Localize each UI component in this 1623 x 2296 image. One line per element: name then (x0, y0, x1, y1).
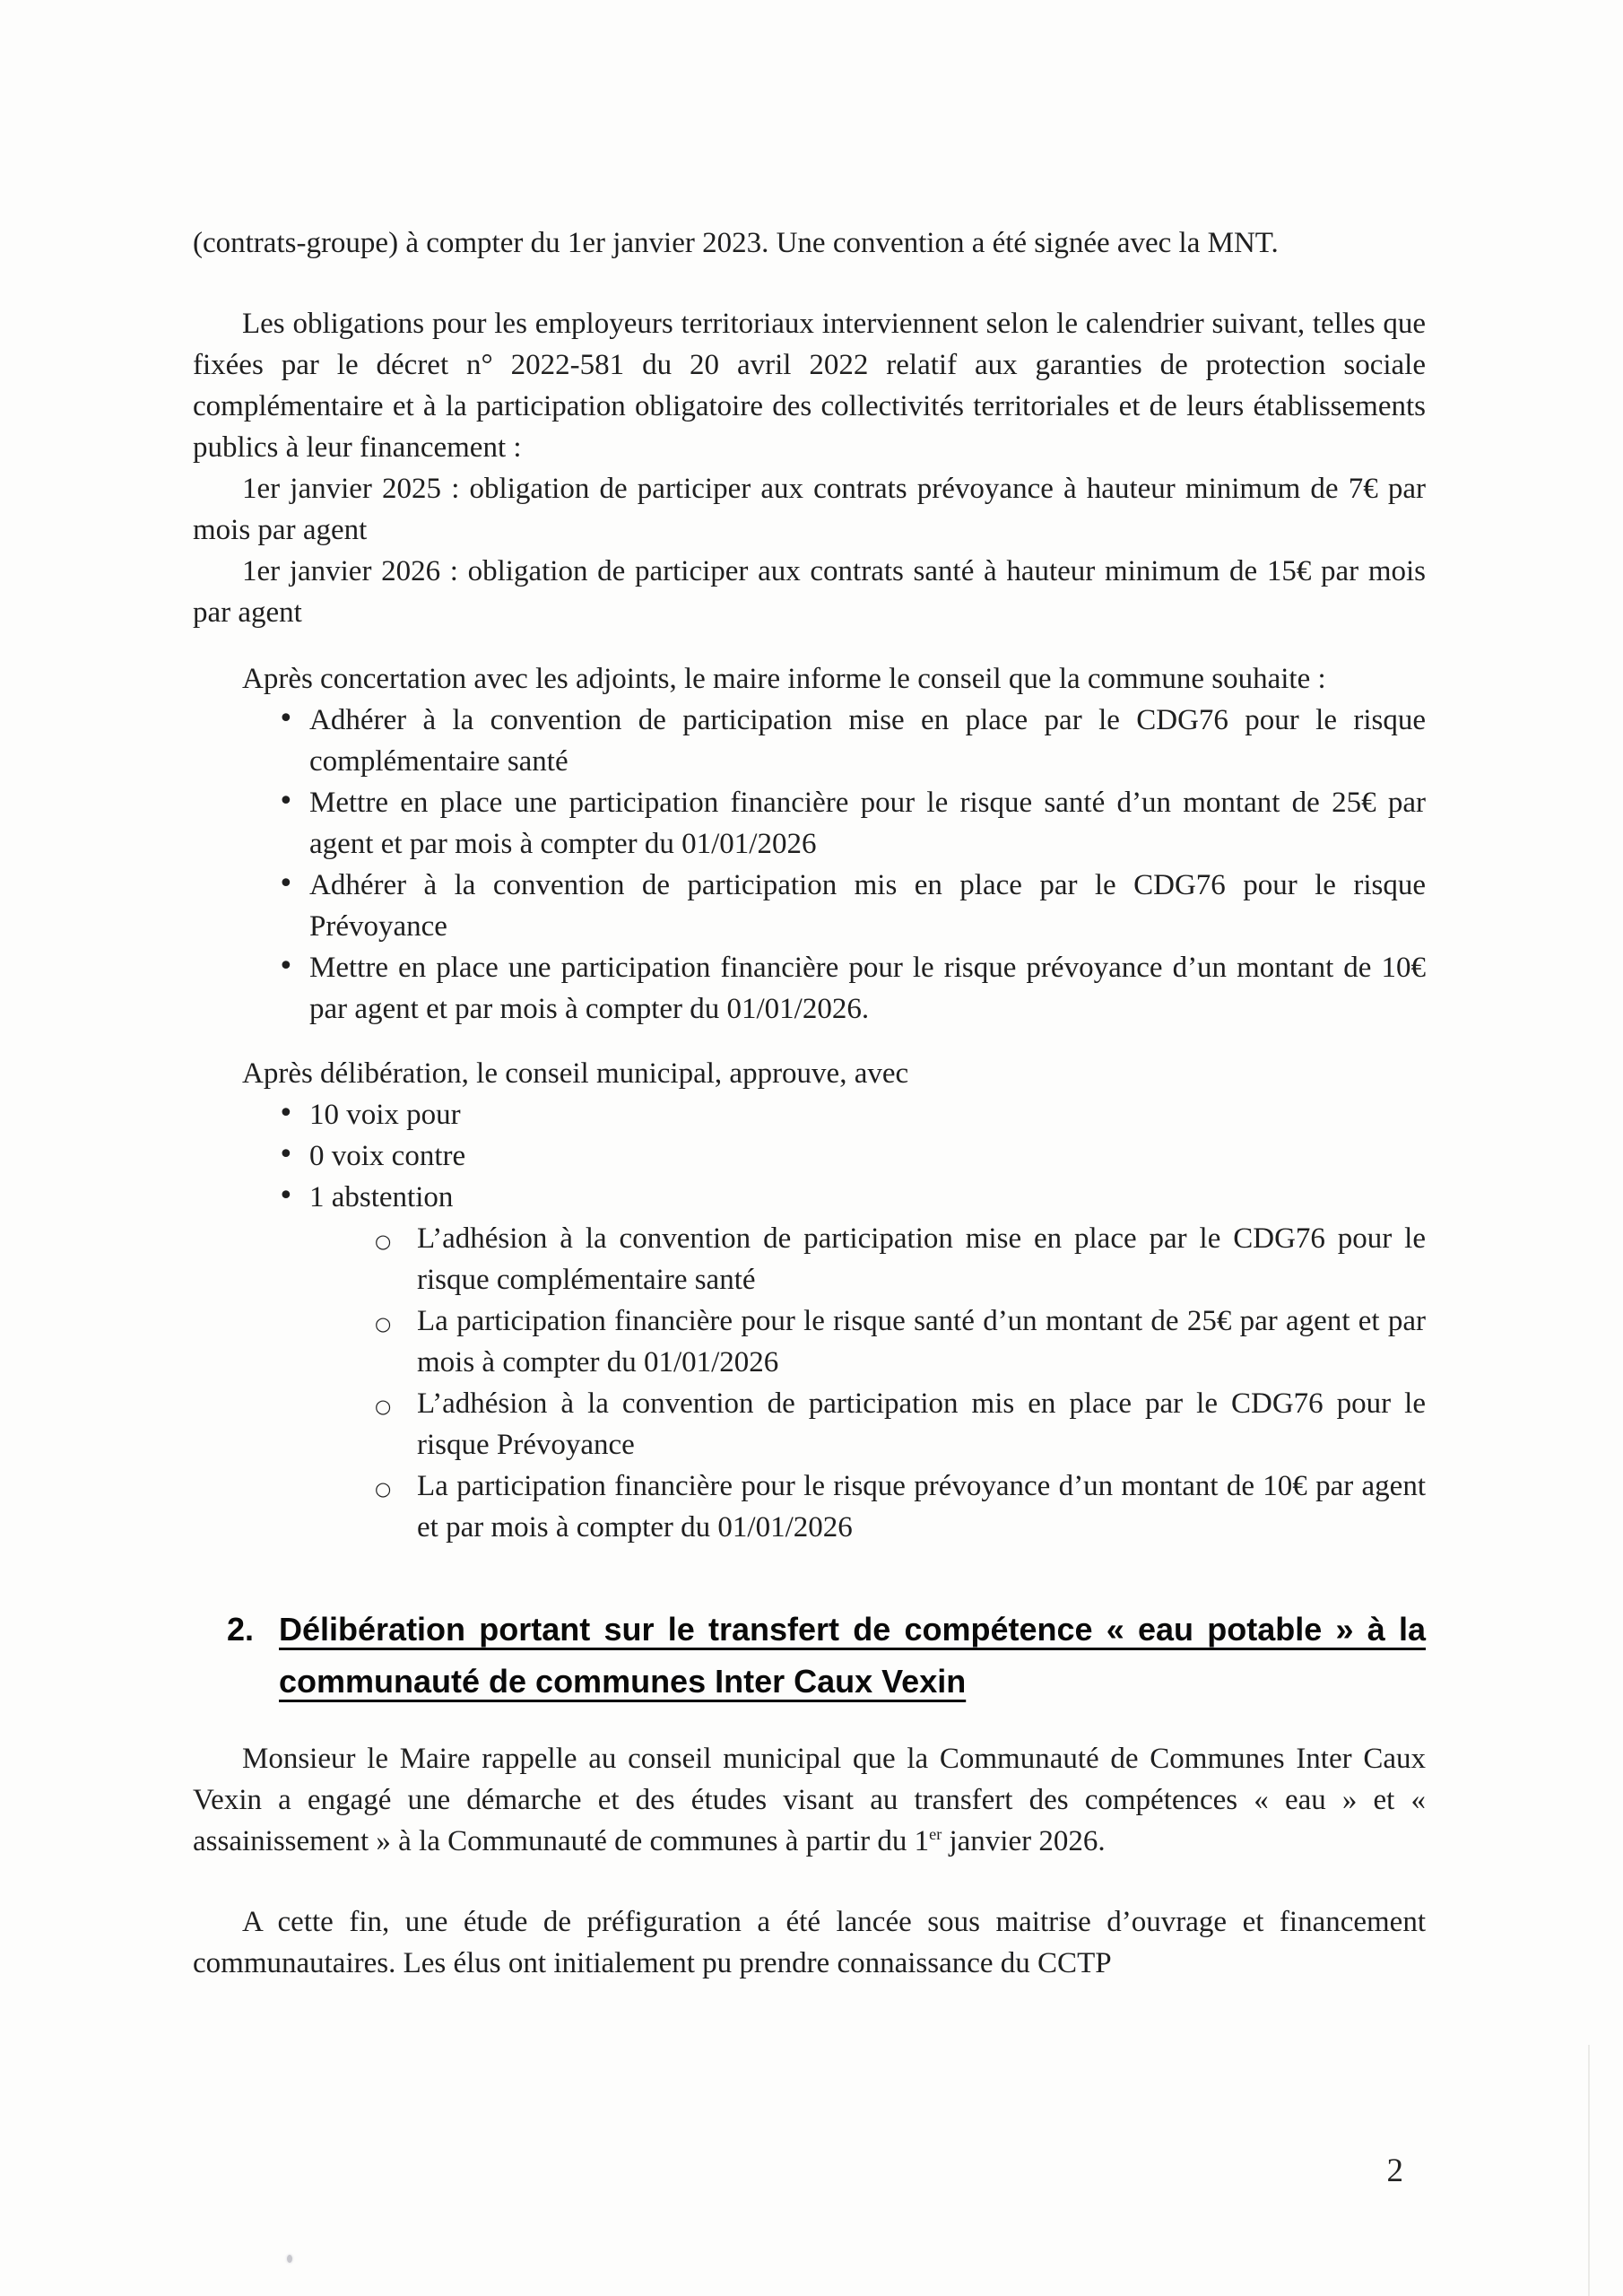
list-item-text: L’adhésion à la convention de participation mise en place par le CDG76 pour le risque complémentaire santé (417, 1222, 1426, 1296)
paragraph-concertation: Après concertation avec les adjoints, le maire informe le conseil que la commune souhaite : (242, 663, 1326, 695)
list-item-text: Mettre en place une participation financière pour le risque santé d’un montant de 25€ par agent et par mois à compter du 01/01/2026 (309, 787, 1426, 860)
list-item-text: La participation financière pour le risque prévoyance d’un montant de 10€ par agent et par mois à compter du 01/01/2026 (417, 1470, 1426, 1544)
list-item-text: 0 voix contre (309, 1140, 466, 1172)
list-item (193, 1177, 1426, 1218)
list-item (193, 1383, 1426, 1465)
bullet-icon: • (278, 703, 294, 735)
page-content (193, 0, 1426, 1984)
decision-circle-list (193, 1218, 1426, 1548)
section-heading-2 (193, 1604, 1426, 1708)
paragraph-maire-text-end: janvier 2026. (942, 1825, 1106, 1857)
circle-bullet-icon: ○ (375, 1313, 392, 1335)
list-item (193, 1135, 1426, 1177)
page-number: 2 (1386, 2152, 1403, 2189)
list-item-text: Mettre en place une participation financière pour le risque prévoyance d’un montant de 10€ par agent et par mois à compter du 01/01/2026. (309, 952, 1426, 1025)
bullet-icon: • (278, 1180, 294, 1212)
bullet-icon: • (278, 1139, 294, 1170)
paragraph-maire-text: Monsieur le Maire rappelle au conseil municipal que la Communauté de Communes Inter Caux Vexin a engagé une démarche et des études visant au transfert des compétences « eau » et « assainissement » à la Communauté de communes à partir du 1 (193, 1743, 1426, 1857)
paragraph-deliberation: Après délibération, le conseil municipal, approuve, avec (242, 1057, 909, 1090)
bullet-icon: • (278, 786, 294, 817)
list-item (193, 1300, 1426, 1383)
paragraph-contrats-groupe: (contrats-groupe) à compter du 1er janvier 2023. Une convention a été signée avec la MNT. (193, 227, 1279, 259)
paragraph-maire (193, 1738, 1426, 1862)
souhaite-bullet-list (193, 700, 1426, 1030)
list-item-text: Adhérer à la convention de participation mise en place par le CDG76 pour le risque complémentaire santé (309, 704, 1426, 778)
list-item-text: La participation financière pour le risque santé d’un montant de 25€ par agent et par mois à compter du 01/01/2026 (417, 1305, 1426, 1378)
paragraph-etude: A cette fin, une étude de préfiguration a été lancée sous maitrise d’ouvrage et financement communautaires. Les élus ont initialement pu prendre connaissance du CCTP (193, 1906, 1426, 1979)
list-item-text: L’adhésion à la convention de participation mis en place par le CDG76 pour le risque Prévoyance (417, 1387, 1426, 1461)
superscript-er: er (929, 1825, 942, 1843)
list-item (193, 947, 1426, 1030)
list-item-text: 1 abstention (309, 1181, 454, 1213)
list-item (193, 1218, 1426, 1300)
paragraph-obligations: Les obligations pour les employeurs territoriaux interviennent selon le calendrier suivant, telles que fixées par le décret n° 2022-581 du 20 avril 2022 relatif aux garanties de protection sociale complémentaire et à la participation obligatoire des collectivités territoriales et de leurs établissements publics à leur financement : (193, 308, 1426, 464)
list-item (193, 1094, 1426, 1135)
circle-bullet-icon: ○ (375, 1396, 392, 1417)
paragraph-janvier-2026: 1er janvier 2026 : obligation de participer aux contrats santé à hauteur minimum de 15€ par mois par agent (193, 555, 1426, 629)
list-item (193, 865, 1426, 947)
bullet-icon: • (278, 1098, 294, 1129)
list-item-text: 10 voix pour (309, 1099, 461, 1131)
scan-artifact-speck (287, 2255, 292, 2263)
list-item (193, 1465, 1426, 1548)
scan-artifact-line (1588, 2045, 1590, 2296)
vote-bullet-list (193, 1094, 1426, 1218)
paragraph-janvier-2025: 1er janvier 2025 : obligation de participer aux contrats prévoyance à hauteur minimum de 7€ par mois par agent (193, 473, 1426, 546)
section-heading-line2: communauté de communes Inter Caux Vexin (279, 1663, 967, 1700)
list-item (193, 782, 1426, 865)
section-heading-number: 2. (227, 1611, 255, 1648)
circle-bullet-icon: ○ (375, 1231, 392, 1252)
list-item-text: Adhérer à la convention de participation mis en place par le CDG76 pour le risque Prévoyance (309, 869, 1426, 943)
bullet-icon: • (278, 868, 294, 900)
section-heading-line1: Délibération portant sur le transfert de compétence « eau potable » à la (279, 1611, 1426, 1648)
circle-bullet-icon: ○ (375, 1478, 392, 1500)
list-item (193, 700, 1426, 782)
bullet-icon: • (278, 951, 294, 982)
